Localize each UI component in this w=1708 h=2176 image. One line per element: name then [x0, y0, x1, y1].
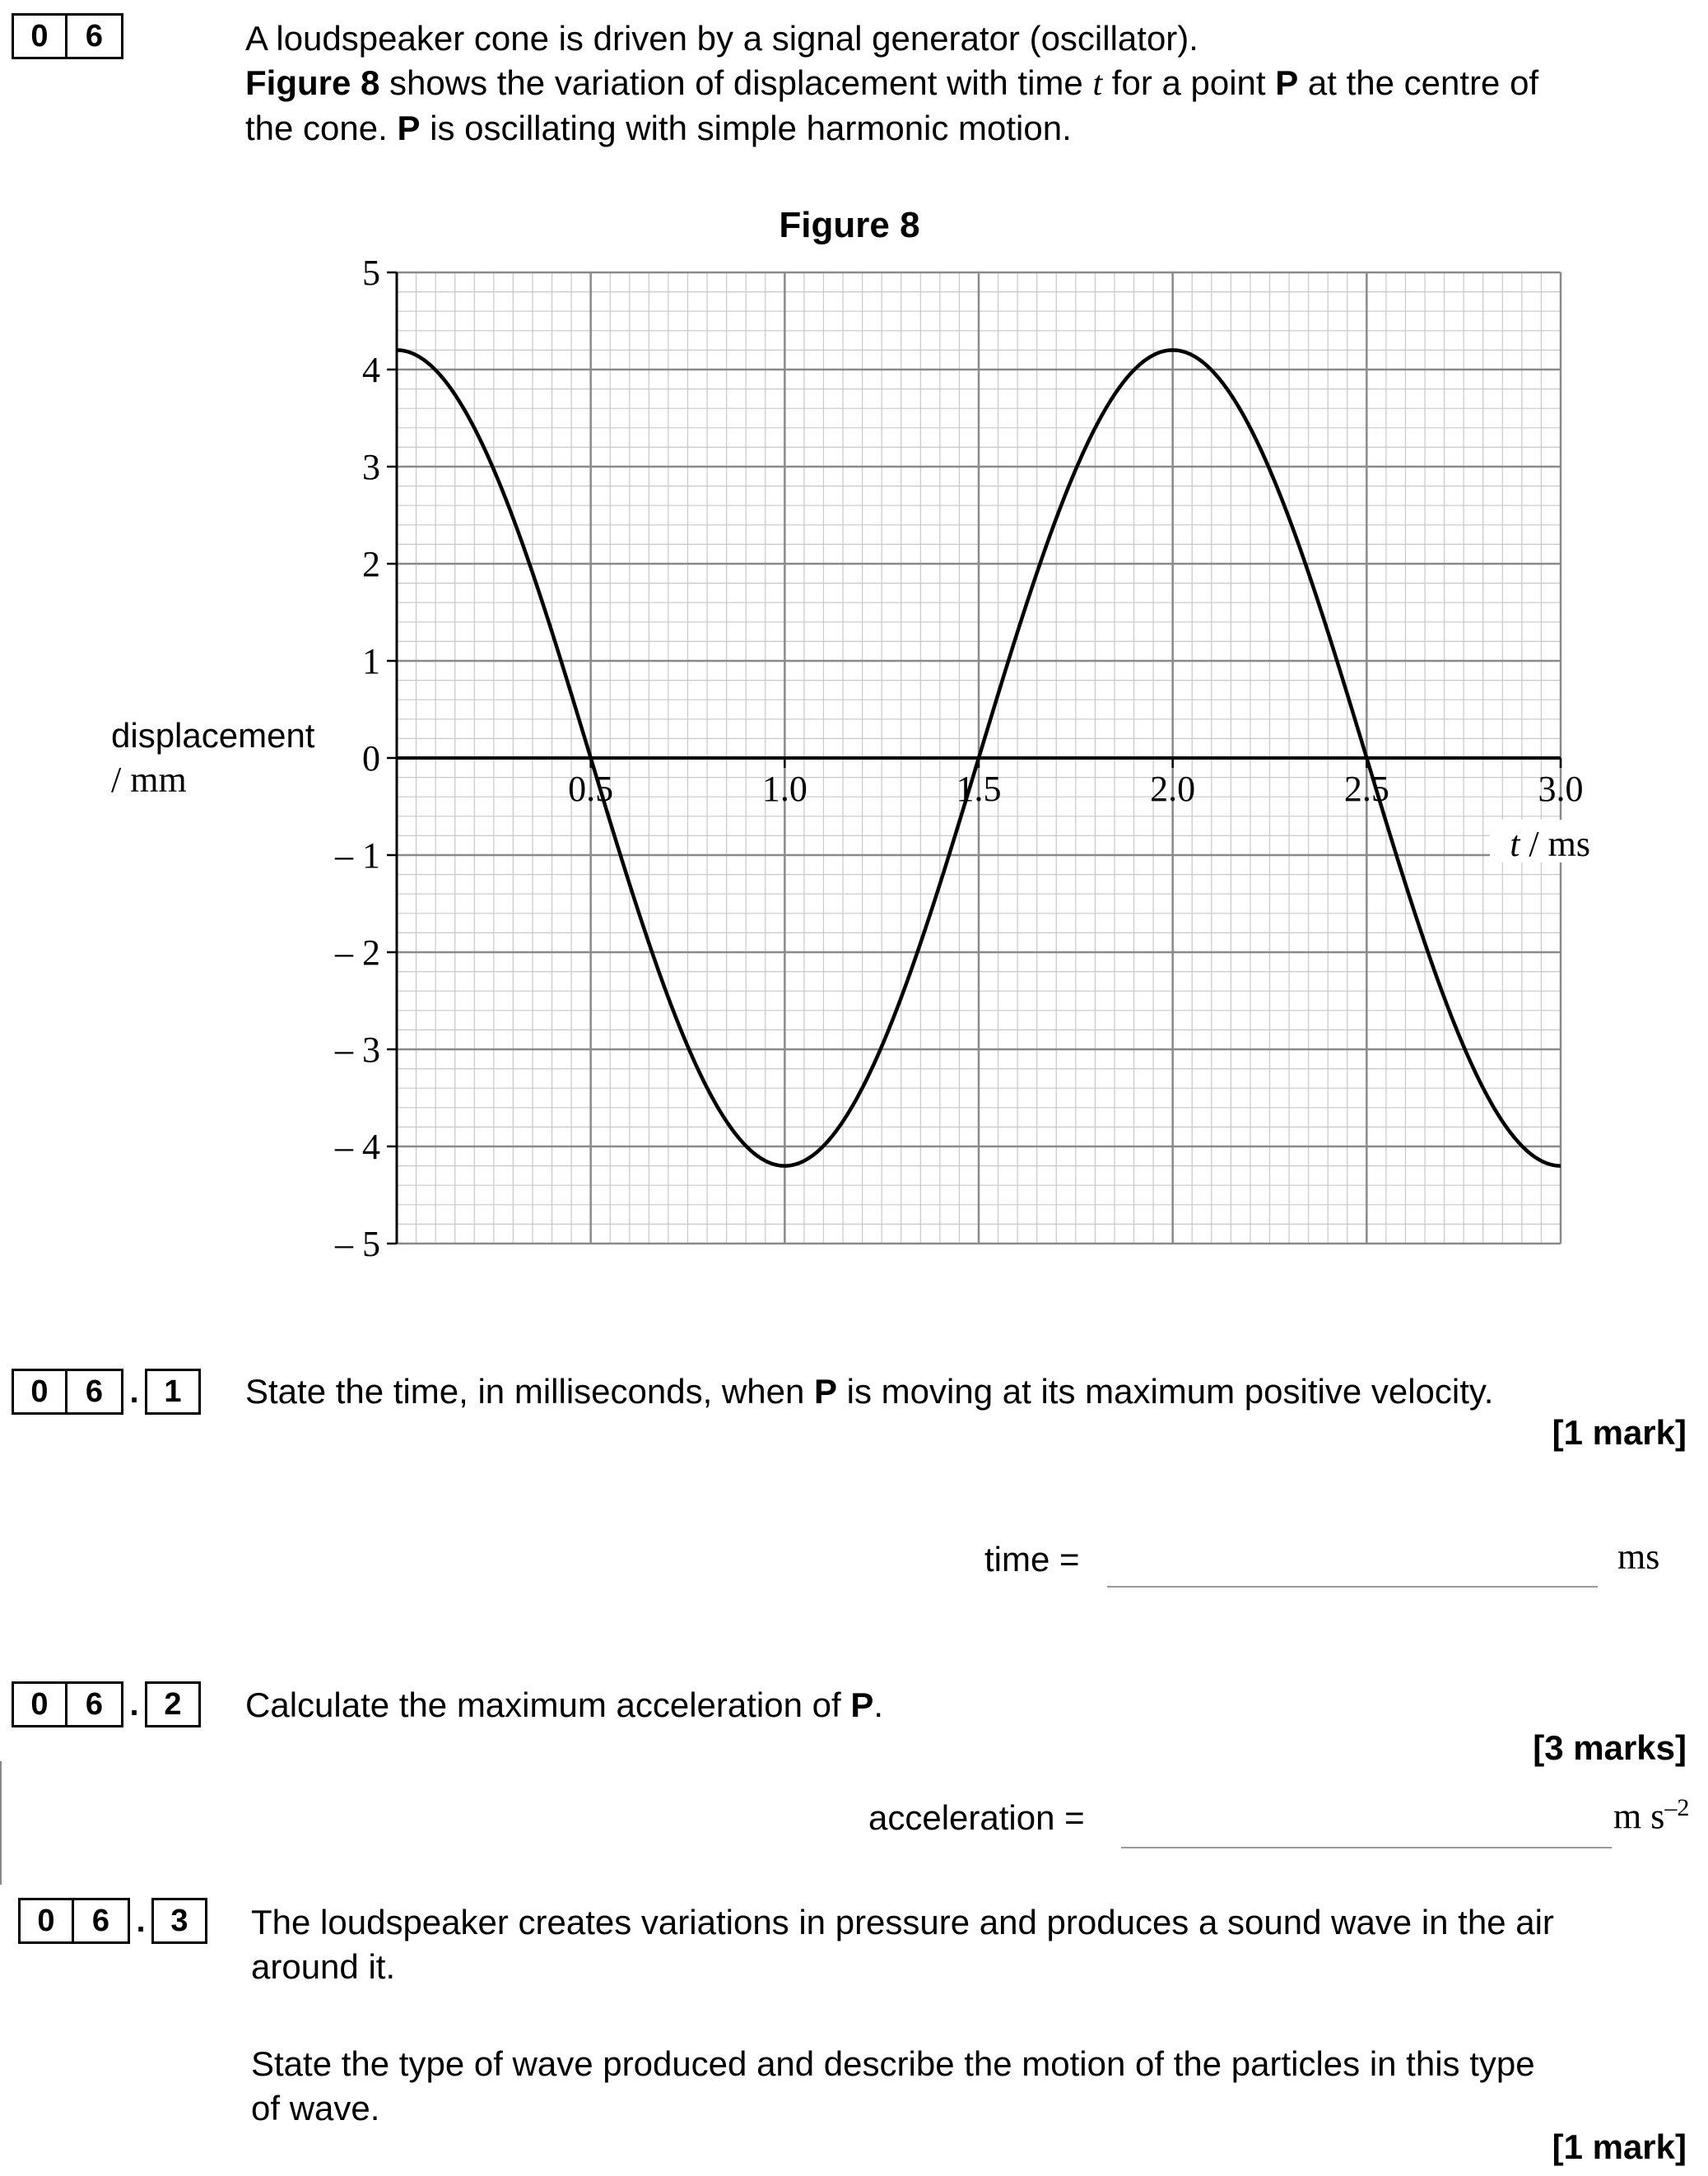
figure-title: Figure 8	[779, 205, 920, 245]
x-tick-label: 2.0	[1150, 769, 1196, 809]
answer-field[interactable]	[1121, 1847, 1612, 1848]
part-number-digit: 0	[12, 1369, 67, 1415]
marks-label: [1 mark]	[1552, 1413, 1687, 1452]
part-number-digit: 6	[67, 1369, 123, 1415]
part-number-dot: .	[136, 1902, 146, 1939]
x-tick-label: 1.0	[761, 769, 807, 809]
answer-label: acceleration =	[868, 1798, 1085, 1837]
y-tick-label: – 5	[335, 1224, 380, 1264]
y-tick-label: 2	[362, 544, 380, 584]
x-tick-label: 0.5	[568, 769, 614, 809]
part-number-digit: 6	[74, 1898, 130, 1944]
question-number-digit: 0	[12, 13, 67, 59]
y-tick-label: – 1	[335, 835, 380, 876]
x-tick-label: 2.5	[1343, 769, 1389, 809]
part-number-dot: .	[129, 1685, 139, 1723]
intro-line-1: A loudspeaker cone is driven by a signal generator (oscillator).	[245, 19, 1198, 58]
y-tick-labels	[334, 253, 397, 1264]
answer-label: time =	[984, 1540, 1080, 1579]
y-tick-label: 0	[362, 738, 380, 779]
y-tick-label: – 2	[335, 932, 380, 973]
part-number-digit: 1	[145, 1369, 201, 1415]
y-tick-label: 4	[362, 350, 380, 390]
marks-label: [3 marks]	[1533, 1728, 1687, 1767]
y-axis-label-line1: displacement	[111, 716, 315, 755]
y-tick-label: 1	[362, 641, 380, 681]
part-text: State the time, in milliseconds, when P is moving at its maximum positive velocity.	[245, 1372, 1494, 1411]
y-tick-label: – 4	[335, 1127, 380, 1167]
answer-field[interactable]	[1107, 1586, 1598, 1588]
y-tick-label: 3	[362, 447, 380, 487]
x-tick-label: 1.5	[956, 769, 1002, 809]
part-number-digit: 6	[67, 1681, 123, 1727]
part-number-digit: 0	[18, 1898, 74, 1944]
x-tick-label: 3.0	[1538, 769, 1584, 809]
answer-unit: m $s^{-2}$	[1613, 1794, 1690, 1837]
part-number	[12, 1681, 201, 1727]
y-tick-label: 5	[362, 253, 380, 293]
answer-unit: ms	[1617, 1537, 1660, 1577]
question-number-digit: 6	[67, 13, 123, 59]
part-text: The loudspeaker creates variations in pressure and produces a sound wave in the air around it. State the type of wave produced and describe the motion of the particles in this type of wave.	[251, 1903, 1554, 2127]
part-number	[18, 1898, 207, 1944]
part-number-digit: 2	[145, 1681, 201, 1727]
x-axis-label: t / ms	[1510, 824, 1590, 864]
intro-line-3: the cone. P is oscillating with simple harmonic motion.	[245, 109, 1072, 147]
y-tick-label: – 3	[335, 1030, 380, 1070]
part-number-dot: .	[129, 1373, 139, 1410]
marks-label: [1 mark]	[1552, 2127, 1687, 2166]
y-axis-label-line2: / mm	[111, 760, 187, 800]
part-number	[12, 1369, 201, 1415]
margin-line	[0, 1761, 2, 1885]
part-text: Calculate the maximum acceleration of P.	[245, 1685, 884, 1724]
part-number-digit: 3	[151, 1898, 207, 1944]
part-number-digit: 0	[12, 1681, 67, 1727]
intro-line-2: Figure 8 shows the variation of displacement with time t for a point P at the centre of	[245, 63, 1539, 103]
